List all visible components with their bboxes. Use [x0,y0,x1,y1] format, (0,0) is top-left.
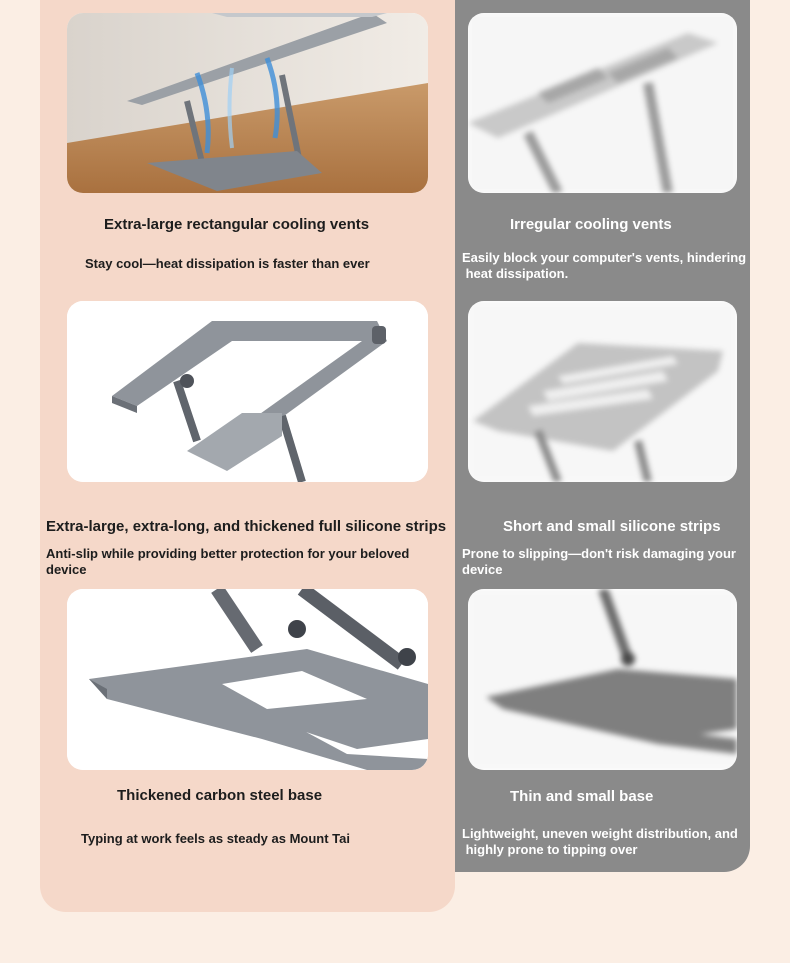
short-strips-photo [468,301,737,482]
feature-title: Extra-large rectangular cooling vents [104,216,370,233]
generic-stand-vents-image [468,13,737,193]
feature-desc-line2: device [46,562,87,577]
competitor-desc-line2: highly prone to tipping over [462,842,638,857]
generic-stand-base-image [468,589,737,770]
feature-title: Thickened carbon steel base [117,787,323,804]
carbon-steel-base-photo [67,589,428,770]
feature-desc-line1: Anti-slip while providing better protection for your beloved [46,546,410,561]
silicone-strips-photo [67,301,428,482]
feature-desc: Typing at work feels as steady as Mount Tai [81,831,350,846]
thin-base-photo [468,589,737,770]
irregular-vents-photo [468,13,737,193]
competitor-title: Irregular cooling vents [510,216,672,233]
feature-title: Extra-large, extra-long, and thickened full silicone strips [46,518,447,535]
laptop-stand-cooling-image [67,13,428,193]
laptop-stand-silicone-image [67,301,428,482]
competitor-title: Short and small silicone strips [503,518,721,535]
generic-stand-strips-image [468,301,737,482]
competitor-title: Thin and small base [510,788,654,805]
feature-desc: Stay cool—heat dissipation is faster than ever [85,256,370,271]
cooling-vents-photo [67,13,428,193]
competitor-desc-line2: heat dissipation. [462,266,569,281]
competitor-desc-line1: Easily block your computer's vents, hindering [462,250,747,265]
competitor-desc-line1: Prone to slipping—don't risk damaging your [462,546,736,561]
laptop-stand-base-image [67,589,428,770]
competitor-desc-line1: Lightweight, uneven weight distribution, and [462,826,738,841]
competitor-desc-line2: device [462,562,503,577]
